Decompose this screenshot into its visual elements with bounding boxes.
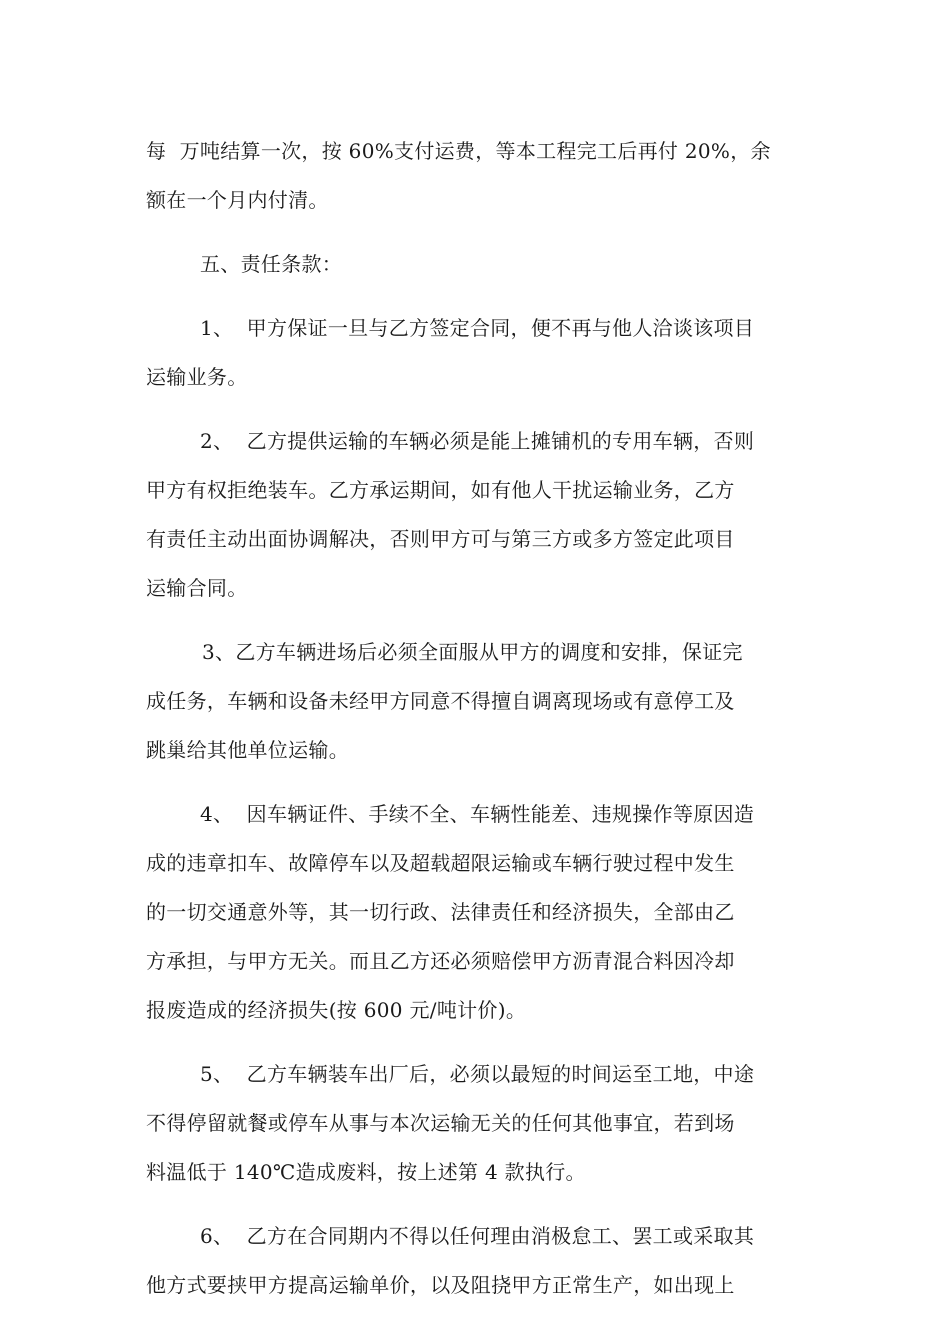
text-line: 每 万吨结算一次，按 60%支付运费，等本工程完工后再付 20%，余: [146, 139, 771, 163]
text-line: 的一切交通意外等，其一切行政、法律责任和经济损失，全部由乙: [146, 900, 735, 924]
text-line: 方承担，与甲方无关。而且乙方还必须赔偿甲方沥青混合料因冷却: [146, 949, 735, 973]
text-line: 2、 乙方提供运输的车辆必须是能上摊铺机的专用车辆，否则: [200, 429, 755, 453]
text-line: 6、 乙方在合同期内不得以任何理由消极怠工、罢工或采取其: [200, 1224, 755, 1248]
clause-2: [146, 417, 806, 613]
paragraph-payment-settlement: [146, 127, 806, 225]
text-line: 4、 因车辆证件、手续不全、车辆性能差、违规操作等原因造: [200, 802, 755, 826]
text-line: 不得停留就餐或停车从事与本次运输无关的任何其他事宜，若到场: [146, 1111, 735, 1135]
text-line: 有责任主动出面协调解决，否则甲方可与第三方或多方签定此项目: [146, 527, 735, 551]
document-body: [146, 127, 806, 1310]
clause-1: [146, 304, 806, 402]
text-line: 5、 乙方车辆装车出厂后，必须以最短的时间运至工地，中途: [200, 1062, 755, 1086]
text-line: 额在一个月内付清。: [146, 188, 329, 212]
text-line: 料温低于 140℃造成废料，按上述第 4 款执行。: [146, 1160, 586, 1184]
text-line: 甲方有权拒绝装车。乙方承运期间，如有他人干扰运输业务，乙方: [146, 478, 735, 502]
clause-6: [146, 1212, 806, 1310]
clause-3: [146, 628, 806, 775]
section-heading: 五、责任条款：: [200, 252, 343, 276]
text-line: 他方式要挟甲方提高运输单价，以及阻挠甲方正常生产，如出现上: [146, 1273, 735, 1297]
section-heading-liability: [146, 240, 806, 289]
text-line: 3、乙方车辆进场后必须全面服从甲方的调度和安排，保证完: [202, 640, 743, 664]
text-line: 运输合同。: [146, 576, 248, 600]
text-line: 1、 甲方保证一旦与乙方签定合同，便不再与他人洽谈该项目: [200, 316, 755, 340]
text-line: 报废造成的经济损失(按 600 元/吨计价)。: [146, 998, 527, 1022]
text-line: 成任务，车辆和设备未经甲方同意不得擅自调离现场或有意停工及: [146, 689, 735, 713]
text-line: 跳巢给其他单位运输。: [146, 738, 349, 762]
text-line: 成的违章扣车、故障停车以及超载超限运输或车辆行驶过程中发生: [146, 851, 735, 875]
clause-5: [146, 1050, 806, 1197]
text-line: 运输业务。: [146, 365, 248, 389]
clause-4: [146, 790, 806, 1035]
